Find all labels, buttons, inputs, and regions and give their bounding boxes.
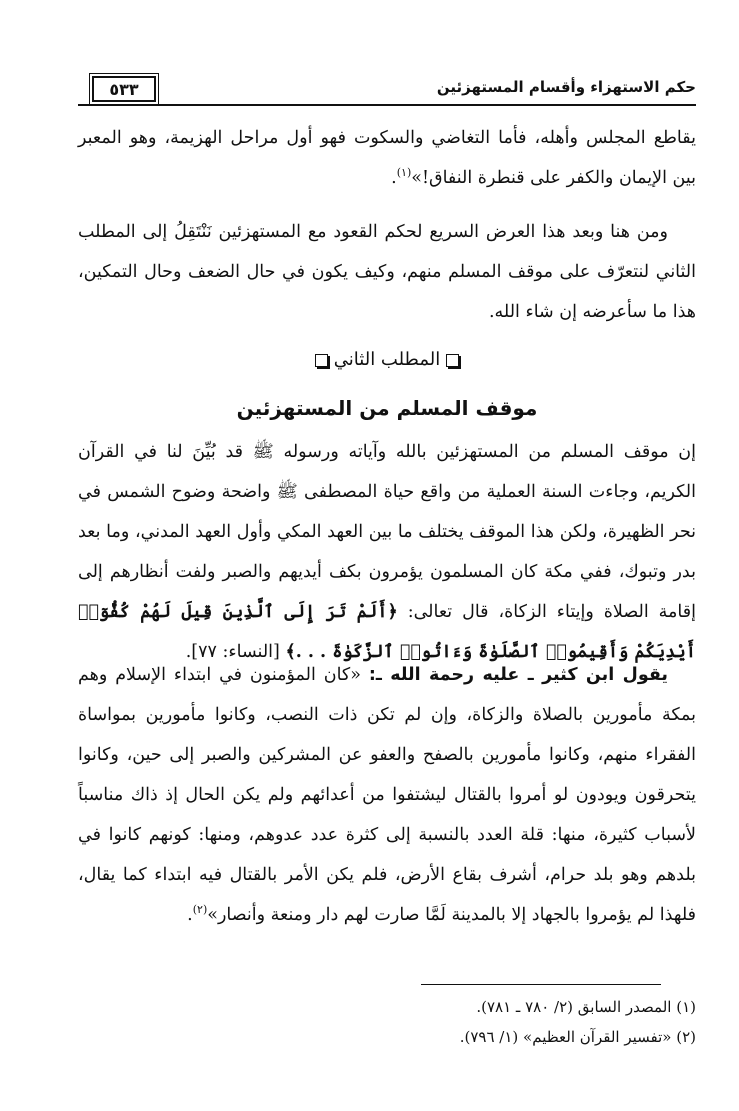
paragraph-4-end: . (187, 905, 193, 925)
footnotes (78, 992, 696, 1052)
section-subheading (78, 345, 696, 375)
footnote-ref-2: (٢) (192, 903, 208, 917)
section-subheading-text: المطلب الثاني (333, 349, 441, 370)
paragraph-3-text: إن موقف المسلم من المستهزئين بالله وآياته ورسوله ﷺ قد بُيِّنَ لنا في القرآن الكريم، وجاءت السنة العملية من واقع حياة المصطفى ﷺ واضحة وضوح الشمس في نحر الظهيرة، ولكن هذا الموقف يختلف ما بين العهد المكي وأول العهد المدني، وما بعد بدر وتبوك، ففي مكة كان المسلمون يؤمرون بكف أيديهم والصبر ولفت أنظارهم إلى إقامة الصلاة وإيتاء الزكاة، قال تعالى: (78, 442, 696, 622)
paragraph-1-end: . (391, 168, 397, 188)
quran-verse: ﴿أَلَمْ تَرَ إِلَى ٱلَّذِينَ قِيلَ لَهُمْ كُفُّوٓا۟ أَيْدِيَكُمْ وَأَقِيمُوا۟ ٱلصَّلَوٰةَ وَءَاتُوا۟ ٱلزَّكَوٰةَ . . .﴾ (78, 602, 696, 662)
verse-citation: [النساء: ٧٧]. (185, 642, 280, 662)
footnote-2: (٢) «تفسير القرآن العظيم» (١/ ٧٩٦). (459, 1028, 696, 1046)
page-number: ٥٣٣ (92, 76, 156, 102)
footnote-1: (١) المصدر السابق (٢/ ٧٨٠ ـ ٧٨١). (476, 998, 696, 1016)
running-title: حكم الاستهزاء وأقسام المستهزئين (436, 78, 696, 96)
footnote-divider (421, 984, 661, 985)
paragraph-2 (78, 212, 696, 332)
square-bullet-icon (315, 354, 328, 367)
page-header (78, 76, 696, 106)
header-divider (78, 104, 696, 106)
paragraph-3 (78, 432, 696, 672)
paragraph-1 (78, 118, 696, 198)
paragraph-4-text: «كان المؤمنون في ابتداء الإسلام وهم بمكة مأمورين بالصلاة والزكاة، وإن لم تكن ذات النصب، وكانوا مأمورين بمواساة الفقراء منهم، وكانوا مأمورين بالصفح والعفو عن المشركين والصبر إلى حين، وكانوا يتحرقون ويودون لو أمروا بالقتال ليشتفوا من أعدائهم ولم يكن الحال إذ ذاك مناسباً لأسباب كثيرة، منها: قلة العدد بالنسبة إلى كثرة عدد عدوهم، ومنها: كونهم كانوا في بلدهم وهو بلد حرام، أشرف بقاع الأرض، فلم يكن الأمر بالقتال فيه ابتداء كما يقال، فلهذا لم يؤمروا بالجهاد إلا بالمدينة لَمَّا صارت لهم دار ومنعة وأنصار» (78, 665, 696, 925)
square-bullet-icon (446, 354, 459, 367)
section-heading: موقف المسلم من المستهزئين (236, 396, 538, 420)
paragraph-4 (78, 655, 696, 935)
quote-attribution: يقول ابن كثير ـ عليه رحمة الله ـ: (368, 665, 668, 685)
footnote-ref-1: (١) (396, 166, 412, 180)
paragraph-1-text: يقاطع المجلس وأهله، فأما التغاضي والسكوت فهو أول مراحل الهزيمة، وهو المعبر بين الإيمان والكفر على قنطرة النفاق!» (78, 128, 696, 188)
paragraph-2-text: ومن هنا وبعد هذا العرض السريع لحكم القعود مع المستهزئين نَنْتَقِلُ إلى المطلب الثاني لنتعرّف على موقف المسلم منهم، وكيف يكون في حال الضعف وحال التمكين، هذا ما سأعرضه إن شاء الله. (78, 222, 696, 322)
